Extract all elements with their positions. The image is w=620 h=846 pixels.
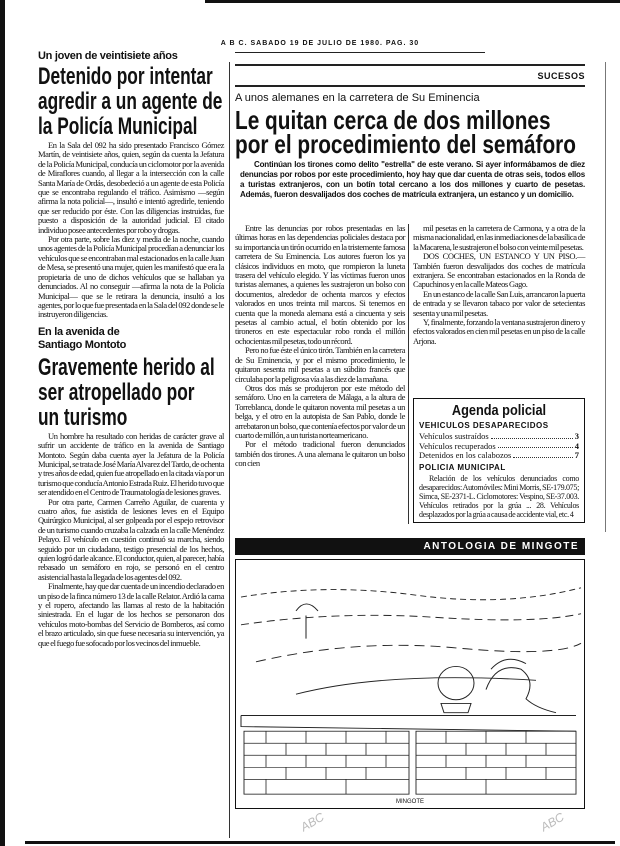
header-rule — [235, 52, 485, 53]
headline-line: ser atropellado por — [38, 378, 195, 406]
paragraph: Pero no fue éste el único tirón. También en la carretera de Su Eminencia, y por el mismo procedimiento, le quitaron sesenta mil pesetas a un súbdito francés que circulaba por la peligrosa vía a las diez de la mañana. — [235, 345, 405, 384]
page-edge-bar — [0, 0, 5, 846]
paragraph: En la Sala del 092 ha sido presentado Francisco Gómez Martín, de veintisiete años, quien, según da cuenta la Jefatura de la Policía Municipal, conducía un ciclomotor por la avenida de Miraflores cuando, al llegar a la intersección con la calle Santa María de Ordás, desobedeció a un agente de esta Policía que se encontraba regulando el tráfico. Asimismo —según afirma la nota policial—, insultó e intentó agredirle, teniendo que ser reducido por éste. Con las diligencias instruidas, fue puesto a disposición de la autoridad judicial. El citado individuo posee antecedentes por robo y drogas. — [38, 140, 224, 235]
agenda-section-police: POLICIA MUNICIPAL — [419, 462, 506, 472]
cartoon-drawing — [236, 560, 583, 796]
row-value: 3 — [574, 431, 579, 441]
row-label: Detenidos en los calabozos — [419, 450, 512, 460]
story1-headline — [38, 64, 224, 139]
main-column-2 — [413, 224, 585, 346]
paragraph: Y, finalmente, forzando la ventana sustrajeron dinero y efectos valorados en cien mil pesetas en un piso de la calle Arjona. — [413, 317, 585, 346]
column-divider — [408, 224, 409, 524]
kicker-line: Santiago Montoto — [38, 338, 127, 351]
main-headline — [235, 105, 585, 159]
row-label: Vehículos recuperados — [419, 440, 496, 451]
agenda-text: Relación de los vehículos denunciados como desaparecidos: Automóviles: Mini Morris, SE-179.075; Simca, SE-2371-L. Ciclomotores: Vespino, SE-37.003. Vehículos retirados por la grúa ... 28. Vehículos desplazados por la grúa a causa de accidente vial, etc. 4 — [419, 473, 579, 519]
paragraph: mil pesetas en la carretera de Carmona, y a otra de la misma nacionalidad, en las inmediaciones de la basílica de la Macarena, le sustrajeron el bolso con veinte mil pesetas. — [413, 223, 585, 252]
left-column — [38, 50, 224, 648]
story2-kicker — [38, 326, 224, 352]
agenda-title: Agenda policial — [451, 402, 547, 419]
story2-headline — [38, 355, 224, 430]
main-kicker: A unos alemanes en la carretera de Su Eminencia — [235, 92, 480, 104]
bottom-rule — [25, 841, 615, 844]
watermark: ABC — [298, 809, 327, 835]
column-divider — [229, 62, 230, 838]
paragraph: Entre las denuncias por robos presentadas en las últimas horas en las dependencias policiales destaca por su importancia un tirón ocurrido en la tristemente famosa carretera de Su Eminencia. Los autores fueron los ya clásicos individuos en moto, que rompieron la luneta trasera del vehículo elegido. Y las víctimas fueron unos turistas alemanes, a quienes les sustrajeron un bolso con documentos, alrededor de ochenta marcos y efectos valorados en unos treinta mil marcos. Si tenemos en cuenta que la moneda alemana está a cincuenta y seis pesetas al cambio actual, el botín obtenido por los tironeros en este espectacular robo ronda el millón ochocientas mil pesetas, todo un récord. — [235, 223, 405, 346]
agenda-section-vehicles: VEHICULOS DESAPARECIDOS — [419, 421, 549, 430]
headline-line: Detenido por intentar — [38, 63, 213, 90]
story2-body — [38, 432, 224, 648]
paragraph: DOS COCHES, UN ESTANCO Y UN PISO.—También fueron desvalijados dos coches de matrícula extranjera. Se encontraban estacionados en la Ronda de Capuchinos y en la calle Mateos Gago. — [413, 251, 585, 290]
headline-line: Le quitan cerca de dos millones — [235, 105, 551, 135]
headline-line: Gravemente herido al — [38, 353, 215, 381]
agenda-row — [419, 451, 579, 461]
paragraph: Finalmente, hay que dar cuenta de un incendio declarado en un piso de la finca número 13 de la calle Relator. Ardió la cama y el ropero, afectando las llamas al resto de la habitación siniestrada. En el lugar de los hechos se personaron dos vehículos moto-bombas del Servicio de Bomberos, así como el brazo articulado, sin que fuese necesaria su intervención, ya que el fuego fue sofocado por los vecinos del inmueble. — [38, 581, 224, 648]
paragraph: Por el método tradicional fueron denunciados también dos tirones. A una alemana le quitaron un bolso con cien — [235, 439, 405, 469]
headline-line: por el procedimiento del semáforo — [235, 129, 576, 159]
section-label: SUCESOS — [537, 71, 585, 81]
section-rule-bottom — [235, 85, 585, 87]
agenda-box — [413, 398, 585, 523]
paragraph: Por otra parte, Carmen Carreño Aguilar, de cuarenta y cuatro años, fue asistida de lesiones leves en el Equipo Quirúrgico Municipal, al ser golpeada por el espejo retrovisor de un turismo cuando cruzaba la calzada en la calle Menéndez Pelayo. El vehículo en cuestión continuó su marcha, siendo seguido por un ciudadano, testigo presencial de los hechos, quien logró darle alcance. El conductor, quien, al parecer, había rebasado un semáforo en rojo, se personó en el centro asistencial hasta la llegada de los agentes del 092. — [38, 496, 224, 582]
story1-kicker: Un joven de veintisiete años — [38, 50, 178, 62]
paragraph: En un estanco de la calle San Luis, arrancaron la puerta de entrada y se llevaron tabaco por valor de setecientas sesenta y una mil pesetas. — [413, 288, 585, 318]
right-edge-rule — [605, 62, 606, 532]
watermark: ABC — [538, 809, 567, 835]
paragraph: Un hombre ha resultado con heridas de carácter grave al sufrir un accidente de tráfico en la avenida de Santiago Montoto. Según daba cuenta ayer la Jefatura de la Policía Municipal, se trata de José María Alvarez del Tardo, de ochenta y tres años de edad, quien fue atropellado en la citada vía por un turismo que conducía Antonio Estrada Ruiz. El herido tuvo que ser atendido en el Centro de Traumatología de lesiones graves. — [38, 430, 224, 498]
row-label: Vehículos sustraídos — [419, 431, 489, 441]
headline-line: la Policía Municipal — [38, 113, 198, 140]
row-value: 7 — [574, 450, 579, 460]
paragraph: Otros dos más se produjeron por este método del semáforo. Uno en la carretera de Málaga, a la altura de Torreblanca, donde le quitaron noventa mil pesetas a un belga, y el otro en la autopista de San Pablo, donde le arrebataron un bolso, que contenía efectos por valor de un cuarto de millón, a un turista norteamericano. — [235, 382, 405, 440]
page-header: A B C. SABADO 19 DE JULIO DE 1980. PAG. 30 — [220, 40, 420, 47]
row-value: 4 — [574, 440, 579, 451]
cartoon-signature: MINGOTE — [396, 799, 424, 805]
main-intro: Continúan los tirones como delito "estrella" de este verano. Si ayer informábamos de diez denuncias por robos por este procedimiento, hoy hay que dar cuenta de otras seis, todos ellos a turistas extranjeros, con un botín total cercano a los dos millones y cuarto de pesetas. Además, fueron desvalijados dos coches de matrícula extranjera, un estanco y un domicilio. — [240, 160, 585, 199]
headline-line: agredir a un agente de — [38, 88, 223, 115]
cartoon — [235, 559, 585, 809]
cartoon-banner: ANTOLOGIA DE MINGOTE — [235, 538, 585, 555]
story1-body — [38, 141, 224, 320]
section-rule-top — [235, 64, 585, 66]
headline-line: un turismo — [38, 403, 128, 431]
paragraph: Por otra parte, sobre las diez y media de la noche, cuando unos agentes de la Policía Municipal procedían a denunciar los vehículos que se encontraban mal estacionados en la calle Juan de Mesa, se presentó una mujer, quien les manifestó que era la propietaria de uno de dichos vehículos que se hallaban ya denunciados. Al no conseguir —afirma la nota de la Policía Municipal— que se le retirara la denuncia, insultó a los agentes, por lo que fue presentada en la Sala del 092 donde se le instruyeron diligencias. — [38, 234, 224, 320]
kicker-line: En la avenida de — [38, 325, 120, 338]
top-rule — [205, 0, 620, 3]
main-column-1 — [235, 224, 405, 469]
